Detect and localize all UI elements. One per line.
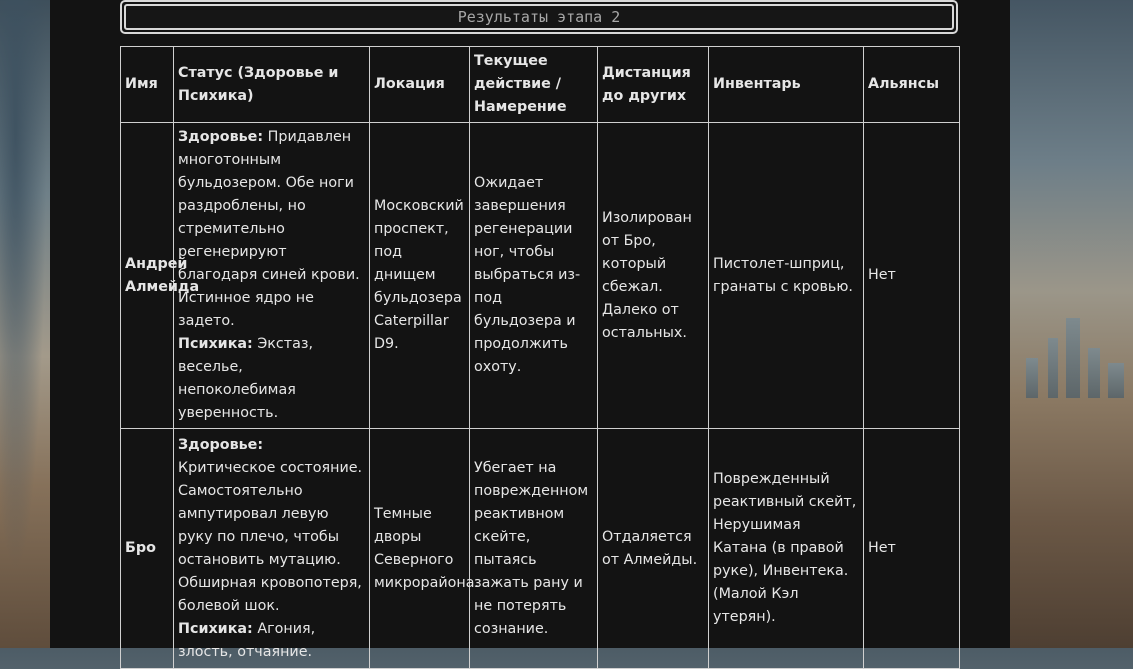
header-status: Статус (Здоровье и Психика) bbox=[174, 47, 370, 123]
results-table bbox=[120, 46, 960, 669]
psyche-label: Психика: bbox=[178, 336, 253, 352]
psyche-text: Экстаз, веселье, непоколебимая уверенность. bbox=[178, 336, 314, 421]
cell-inventory: Пистолет-шприц, гранаты с кровью. bbox=[709, 123, 864, 429]
background-right bbox=[1008, 0, 1133, 648]
background-spire bbox=[1088, 348, 1100, 398]
table-row bbox=[121, 123, 960, 429]
header-name: Имя bbox=[121, 47, 174, 123]
table-header-row bbox=[121, 47, 960, 123]
cell-action: Ожидает завершения регенерации ног, чтобы выбраться из-под бульдозера и продолжить охоту. bbox=[470, 123, 598, 429]
cell-name: Бро bbox=[121, 429, 174, 669]
header-action: Текущее действие / Намерение bbox=[470, 47, 598, 123]
stage-results-header bbox=[120, 0, 958, 34]
background-spire bbox=[1026, 358, 1038, 398]
psyche-label: Психика: bbox=[178, 620, 253, 637]
cell-action: Убегает на поврежденном реактивном скейте, пытаясь зажать рану и не потерять сознание. bbox=[470, 429, 598, 669]
cell-status bbox=[174, 123, 370, 429]
cell-location: Московский проспект, под днищем бульдозера Caterpillar D9. bbox=[370, 123, 470, 429]
header-inventory: Инвентарь bbox=[709, 47, 864, 123]
cell-inventory: Поврежденный реактивный скейт, Нерушимая Катана (в правой руке), Инвентека. (Малой Кэл утерян). bbox=[709, 429, 864, 669]
background-left bbox=[0, 0, 52, 648]
cell-alliances: Нет bbox=[864, 123, 960, 429]
health-text: Придавлен многотонным бульдозером. Обе ноги раздроблены, но стремительно регенерируют благодаря синей крови. Истинное ядро не задето. bbox=[178, 129, 360, 329]
background-spire bbox=[1108, 363, 1124, 398]
cell-location: Темные дворы Северного микрорайона. bbox=[370, 429, 470, 669]
cell-status bbox=[174, 429, 370, 669]
table-row bbox=[121, 429, 960, 669]
cell-distance: Изолирован от Бро, который сбежал. Далеко от остальных. bbox=[598, 123, 709, 429]
header-alliances: Альянсы bbox=[864, 47, 960, 123]
cell-distance: Отдаляется от Алмейды. bbox=[598, 429, 709, 669]
health-label: Здоровье: bbox=[178, 436, 264, 453]
header-location: Локация bbox=[370, 47, 470, 123]
health-text: Критическое состояние. Самостоятельно ампутировал левую руку по плечо, чтобы остановить мутацию. Обширная кровопотеря, болевой шок. bbox=[178, 459, 363, 614]
background-spire bbox=[1048, 338, 1058, 398]
cell-name: Андрей Алмейда bbox=[121, 123, 174, 429]
background-spire bbox=[1066, 318, 1080, 398]
cell-alliances: Нет bbox=[864, 429, 960, 669]
psyche-text: Агония, злость, отчаяние. bbox=[178, 620, 316, 660]
header-distance: Дистанция до других bbox=[598, 47, 709, 123]
health-label: Здоровье: bbox=[178, 129, 264, 145]
page-title: Результаты этапа 2 bbox=[124, 4, 954, 30]
